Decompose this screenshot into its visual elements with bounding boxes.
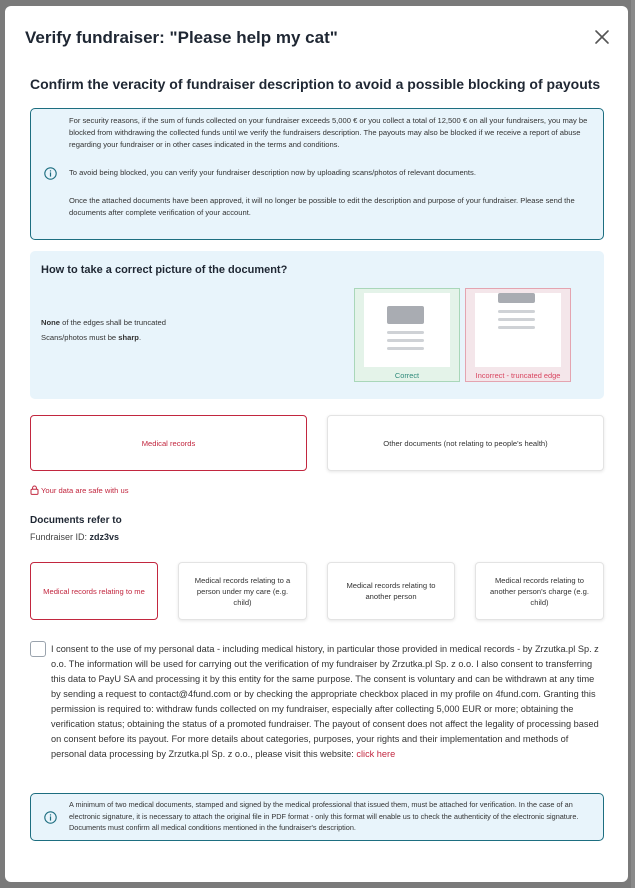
consent-checkbox[interactable]: [30, 641, 46, 657]
refer-option-another-persons-charge[interactable]: Medical records relating to another person's charge (e.g. child): [475, 562, 604, 620]
fundraiser-id: [30, 532, 119, 542]
howto-panel: [30, 251, 604, 399]
howto-rule-bold: sharp: [118, 333, 139, 342]
info-paragraph: For security reasons, if the sum of funds collected on your fundraiser exceeds 5,000 € or you collect a total of 12,500 € on all your fundraisers, you may be blocked from withdrawing the collected funds until we verify the fundraisers description. The payouts may also be blocked if we receive a report of abuse regarding your fundraiser or in other cases indicated in the terms and conditions.: [69, 116, 588, 149]
privacy-link[interactable]: click here: [356, 749, 396, 759]
close-icon[interactable]: [593, 28, 611, 46]
doc-type-medical-records[interactable]: Medical records: [30, 415, 307, 471]
incorrect-sample: [465, 288, 571, 382]
howto-rule-edges: [41, 318, 166, 327]
consent-body: I consent to the use of my personal data - including medical history, in particular those provided in medical records - by Zrzutka.pl Sp. z o.o. The information will be used for carrying out the verification of my fundraiser by Zrzutka.pl Sp. z o.o. I also consent to transferring this data to PayU SA and processing it by this entity for the same purpose. The consent is voluntary and can be withdrawn at any time by sending a request to contact@4fund.com or by checking the appropriate checkbox placed in my profile on 4fund.com. Granting this permission is required to: withdraw funds collected on my fundraiser, especially after collecting 5,000 EUR or more; obtaining the verification status; obtaining the status of a promoted fundraiser. The payout of consent does not affect the legality of processing based on consent before its payout. For more details about categories, purposes, your rights and their implementation and methods of personal data processing by Zrzutka.pl Sp. z o.o., please visit this website:: [51, 644, 599, 759]
info-icon: [44, 811, 57, 824]
verify-modal: [5, 6, 628, 882]
howto-title: How to take a correct picture of the document?: [41, 264, 288, 276]
info-icon: [44, 167, 57, 180]
info-paragraph: Once the attached documents have been approved, it will no longer be possible to edit the description and purpose of your fundraiser. Please send the documents after complete verification of your account.: [69, 196, 575, 217]
page-scrollbar[interactable]: [631, 0, 635, 888]
correct-sample: [354, 288, 460, 382]
consent-text: [51, 642, 606, 762]
howto-rule-text: .: [138, 333, 142, 342]
data-safe-note: [30, 485, 129, 495]
lock-icon: [30, 485, 39, 495]
data-safe-text: Your data are safe with us: [41, 485, 129, 495]
info-paragraph: To avoid being blocked, you can verify your fundraiser description now by uploading scans/photos of relevant documents.: [69, 168, 476, 177]
correct-caption: Correct: [394, 371, 420, 380]
document-icon: [364, 293, 450, 367]
fundraiser-id-label: Fundraiser ID:: [30, 532, 90, 542]
fundraiser-id-value: zdz3vs: [89, 532, 120, 542]
security-info-box: [30, 108, 604, 240]
bottom-info-text: A minimum of two medical documents, stamped and signed by the medical professional that issued them, must be attached for verification. In the case of an electronic signature, it is necessary to attach the original file in PDF format - only this format will enable us to check the authenticity of the electronic signature. Documents must confirm all medical conditions mentioned in the fundraiser's description.: [69, 800, 579, 832]
howto-rule-bold: None: [41, 318, 60, 327]
modal-title: Verify fundraiser: "Please help my cat": [25, 28, 338, 47]
medical-documents-info-box: [30, 793, 604, 841]
documents-refer-title: Documents refer to: [30, 515, 122, 526]
howto-rule-sharp: [41, 333, 141, 342]
refer-option-another-person[interactable]: Medical records relating to another person: [327, 562, 455, 620]
refer-option-person-under-care[interactable]: Medical records relating to a person under my care (e.g. child): [178, 562, 307, 620]
incorrect-caption: Incorrect - truncated edge: [475, 371, 561, 380]
section-heading: Confirm the veracity of fundraiser description to avoid a possible blocking of payouts: [30, 76, 601, 92]
refer-option-me[interactable]: Medical records relating to me: [30, 562, 158, 620]
document-icon: [475, 293, 561, 367]
howto-rule-text: Scans/photos must be: [41, 333, 119, 342]
howto-rule-text: of the edges shall be truncated: [59, 318, 166, 327]
doc-type-other-documents[interactable]: Other documents (not relating to people's health): [327, 415, 604, 471]
